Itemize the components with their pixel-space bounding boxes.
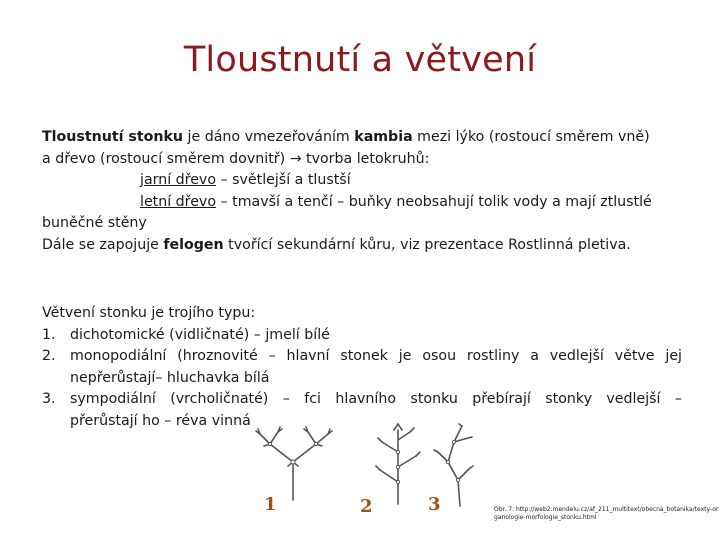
list-number: 1.: [42, 326, 56, 343]
felogen-text-a: Dále se zapojuje: [42, 236, 164, 253]
term-felogen: felogen: [163, 236, 224, 253]
figure-label-2: 2: [360, 496, 373, 517]
figure-label-3: 3: [428, 494, 441, 515]
list-item: [42, 346, 682, 389]
term-tloustnuti: Tloustnutí stonku: [42, 129, 184, 145]
branching-list: [42, 325, 682, 433]
intro-paragraph: [42, 127, 682, 257]
term-kambium: kambia: [354, 129, 413, 145]
list-number: 3.: [42, 391, 56, 408]
summer-wood-cont: buněčné stěny: [42, 215, 147, 232]
figure-credit[interactable]: Obr. 7: http://web2.mendelu.cz/af_211_multitext/obecna_botanika/texty-organologie-morfologie_stonku.html: [494, 506, 719, 521]
list-text: dichotomické (vidličnaté) – jmelí bílé: [70, 326, 330, 343]
list-text: monopodiální (hroznovité – hlavní stonek je osou rostliny a vedlejší větve jej: [70, 348, 682, 365]
list-text-cont: nepřerůstají– hluchavka bílá: [70, 369, 270, 386]
intro-line-2: a dřevo (rostoucí směrem dovnitř) → tvorba letokruhů:: [42, 150, 430, 167]
summer-wood-desc: – tmavší a tenčí – buňky neobsahují tolik vody a mají ztlustlé: [216, 193, 652, 210]
felogen-text-b: tvořící sekundární kůru, viz prezentace Rostlinná pletiva.: [223, 236, 631, 253]
branching-section: [42, 303, 682, 433]
list-text: sympodiální (vrcholičnaté) – fci hlavního stonku přebírají stonky vedlejší –: [70, 391, 682, 408]
page-title: Tloustnutí a větvení: [183, 40, 537, 80]
list-item: [42, 325, 682, 347]
felogen-line: [42, 235, 682, 257]
term-spring-wood: jarní dřevo: [140, 172, 216, 189]
spring-wood-line: [42, 170, 682, 192]
term-summer-wood: letní dřevo: [140, 193, 217, 210]
list-text-cont: přerůstají ho – réva vinná: [70, 412, 251, 429]
list-number: 2.: [42, 348, 56, 365]
spring-wood-desc: – světlejší a tlustší: [216, 172, 351, 189]
summer-wood-line: [42, 192, 682, 214]
intro-text-a: je dáno vmezeřováním: [183, 129, 355, 145]
intro-text-b: mezi lýko (rostoucí směrem vně): [412, 129, 650, 145]
branching-heading: Větvení stonku je trojího typu:: [42, 305, 256, 321]
figure-label-1: 1: [264, 494, 277, 515]
intro-line-1: [42, 127, 682, 149]
